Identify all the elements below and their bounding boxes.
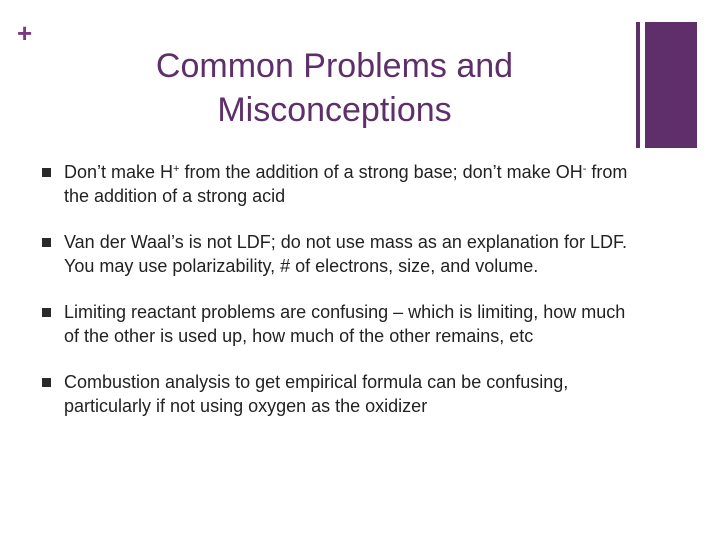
bullet-item-3 [42, 300, 642, 348]
bullet-1-superscript-minus: - [582, 163, 587, 175]
bullet-1-text [64, 162, 627, 206]
bullet-list [42, 160, 642, 440]
bullet-item-4 [42, 370, 642, 418]
bullet-1-part-2: from the addition of a strong base; don’t make OH [179, 162, 583, 182]
bullet-1-part-3: from the addition of a strong acid [64, 162, 628, 206]
bullet-3-text: Limiting reactant problems are confusing – which is limiting, how much of the other is used up, how much of the other remains, etc [64, 302, 626, 346]
accent-thick-bar [645, 22, 697, 148]
plus-decoration-icon: + [17, 18, 33, 48]
bullet-item-1 [42, 160, 642, 208]
slide-title [112, 44, 557, 132]
square-bullet-icon [42, 308, 51, 317]
bullet-1-superscript-plus: + [173, 163, 180, 175]
bullet-2-text: Van der Waal’s is not LDF; do not use mass as an explanation for LDF. You may use polarizability, # of electrons, size, and volume. [64, 232, 627, 276]
square-bullet-icon [42, 168, 51, 177]
title-line-2: Misconceptions [217, 91, 452, 129]
title-line-1: Common Problems and [155, 47, 514, 85]
bullet-4-text: Combustion analysis to get empirical formula can be confusing, particularly if not using oxygen as the oxidizer [64, 372, 569, 416]
bullet-item-2 [42, 230, 642, 278]
accent-thin-bar [636, 22, 640, 148]
square-bullet-icon [42, 378, 51, 387]
bullet-1-part-1: Don’t make H [64, 162, 174, 182]
square-bullet-icon [42, 238, 51, 247]
